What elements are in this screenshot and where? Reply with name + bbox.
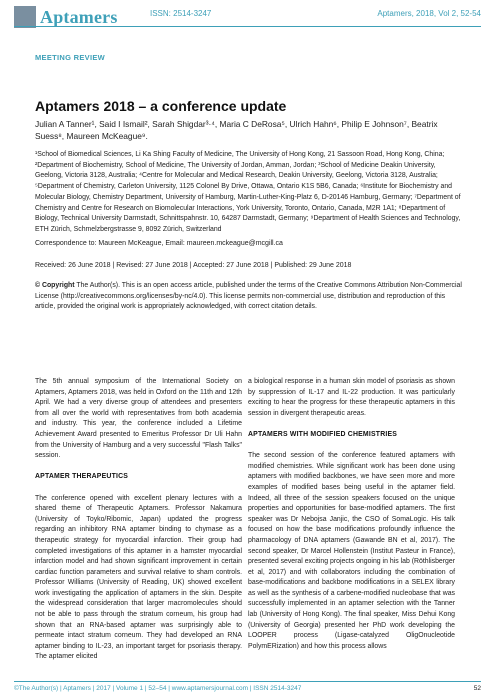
correspondence: Correspondence to: Maureen McKeague, Email: maureen.mckeague@mcgill.ca xyxy=(35,240,283,247)
section-heading-therapeutics: APTAMER THERAPEUTICS xyxy=(35,473,129,481)
page-number: 52 xyxy=(473,685,481,692)
affiliations: ¹School of Biomedical Sciences, Li Ka Shing Faculty of Medicine, The University of Hong Kong, 21 Sassoon Road, Hong Kong, China; ²Department of Biochemistry, School of Medicine, The University of Jordan, Amman, Jordan; ³School of Medicine Deakin University, Geelong, Victoria 3128, Australia; ⁴Centre for Molecular and Medical Research, Deakin University, Geelong, Victoria 3128, Australia; ⁵Department of Chemistry, Carleton University, 1125 Colonel By Drive, Ottawa, Ontario K1S 5B6, Canada; ⁶Institute for Biochemistry and Molecular Biology, Chemistry Department, University of Hamburg, Martin-Luther-King-Platz 6, D-20146 Hamburg, Germany; ⁷Department of Chemistry and Centre for Research on Biomolecular Interactions, York University, Toronto, Ontario, Canada, M2R 1A1; ⁸Department of Biology, Technical University Darmstadt, Schnittspahnstr. 10, 64287 Darmstadt, Germany; ⁹Department of Health Sciences and Technology, ETH Zürich, Schmelzbergstrasse 9, 8092 Zürich, Switzerland xyxy=(35,151,461,233)
copyright-notice xyxy=(35,281,465,313)
copyright-label: © Copyright xyxy=(35,282,75,289)
article-title: Aptamers 2018 – a conference update xyxy=(35,98,287,114)
right-column xyxy=(248,377,455,663)
left-column xyxy=(35,377,242,674)
article-type-label: MEETING REVIEW xyxy=(35,53,106,62)
footer-citation: ©The Author(s) | Aptamers | 2017 | Volume 1 | 52–54 | www.aptamersjournal.com | ISSN 2514-3247 xyxy=(14,685,302,692)
therapeutics-paragraph: The conference opened with excellent plenary lectures with a shared theme of Therapeutic Aptamers. Professor Nakamura (University of Toyko/Ribomic, Japan) updated the progress regarding an inhibitory RNA aptamer binding to chymase as a therapeutic strategy for myocardial infarction. Their group had completed investigations of this aptamer in a hamster myocardial infarction model and had shown significant improvement in certain cardiac function parameters and survival relative to sham controls. Professor Williams (University of Reading, UK) showed excellent work investigating the application of aptamers in the skin. Despite the widespread consideration that larger macromolecules should not be able to pass through the stratum corneum, his group had shown that an RNA-based aptamer was surprisingly able to permeate intact stratum corneum. They had developed an RNA aptamer binding to IL-23, an important target for psoriasis therapy. The aptamer elicited xyxy=(35,494,242,661)
modified-chemistries-paragraph: The second session of the conference featured aptamers with modified chemistries. While significant work has been done using aptamers with modified backbones, we have seen more and more examples of modified bases being useful in the aptamer field. Indeed, all three of the session speakers focused on the unique properties and opportunities for base-modified aptamers. The first speaker was Dr Nebojsa Janjic, the CSO of SomaLogic. His talk focused on how the base modifications profoundly influence the pharmacology of DNA aptamers (Gawande BN et al, 2017). The second speaker, Dr Marcel Hollenstein (Institut Pasteur in France), presented several exciting projects ongoing in his lab (Röthlisberger et al, 2017) and with collaborators including the combination of base-modifications and backbone modifications in a SELEX library as well as the synthesis of a carbene-modified nucleobase that was successfully implemented in an aptamer selection with the Tanner lab (University of Hong Kong). The final speaker, Miss Dehui Kong (University of Georgia) presented her PhD work developing the LOOPER process (Ligase-catalyzed OligOnucleotide PolymERization) and how this process allows xyxy=(248,452,455,650)
journal-logo[interactable] xyxy=(14,6,118,28)
header-issn: ISSN: 2514-3247 xyxy=(150,9,212,18)
publication-dates: Received: 26 June 2018 | Revised: 27 June 2018 | Accepted: 27 June 2018 | Published: 29 June 2018 xyxy=(35,262,352,269)
header-divider xyxy=(14,26,481,27)
intro-paragraph: The 5th annual symposium of the International Society on Aptamers, Aptamers 2018, was held in Oxford on the 11th and 12th April. We had a very diverse group of attendees and presenters from all over the world with representatives from both academia and industry. This year, the conference included a Lifetime Achievement Award presented to Emeritus Professor Dr Uli Hahn from the University of Hamburg and a very successful "Flash Talks" session. xyxy=(35,378,242,460)
journal-reference: Aptamers, 2018, Vol 2, 52-54 xyxy=(377,9,481,18)
logo-text: Aptamers xyxy=(40,6,118,27)
logo-icon xyxy=(14,6,36,28)
page-header xyxy=(0,0,495,36)
author-list: Julian A Tanner¹, Said I Ismail², Sarah Shigdar³·⁴, Maria C DeRosa⁵, Ulrich Hahn⁶, Philip E Johnson⁷, Beatrix Suess⁸, Maureen McKeague⁹. xyxy=(35,119,438,141)
footer-divider xyxy=(14,681,481,682)
section-heading-modified: APTAMERS WITH MODIFIED CHEMISTRIES xyxy=(248,430,398,438)
copyright-text: The Author(s). This is an open access article, published under the terms of the Creative Commons Attribution Non-Commercial License (http://creativecommons.org/licenses/by-nc/4.0). This license permits non-commercial use, distribution and reproduction of this article, provided the original work is appropriately acknowledged, with correct citation details. xyxy=(35,282,462,311)
continuation-paragraph: a biological response in a human skin model of psoriasis as shown by suppression of IL-17 and IL-22 production. It was particularly exciting to hear the progress for these therapeutic aptamers in this session in divergent therapeutic areas. xyxy=(248,378,455,417)
